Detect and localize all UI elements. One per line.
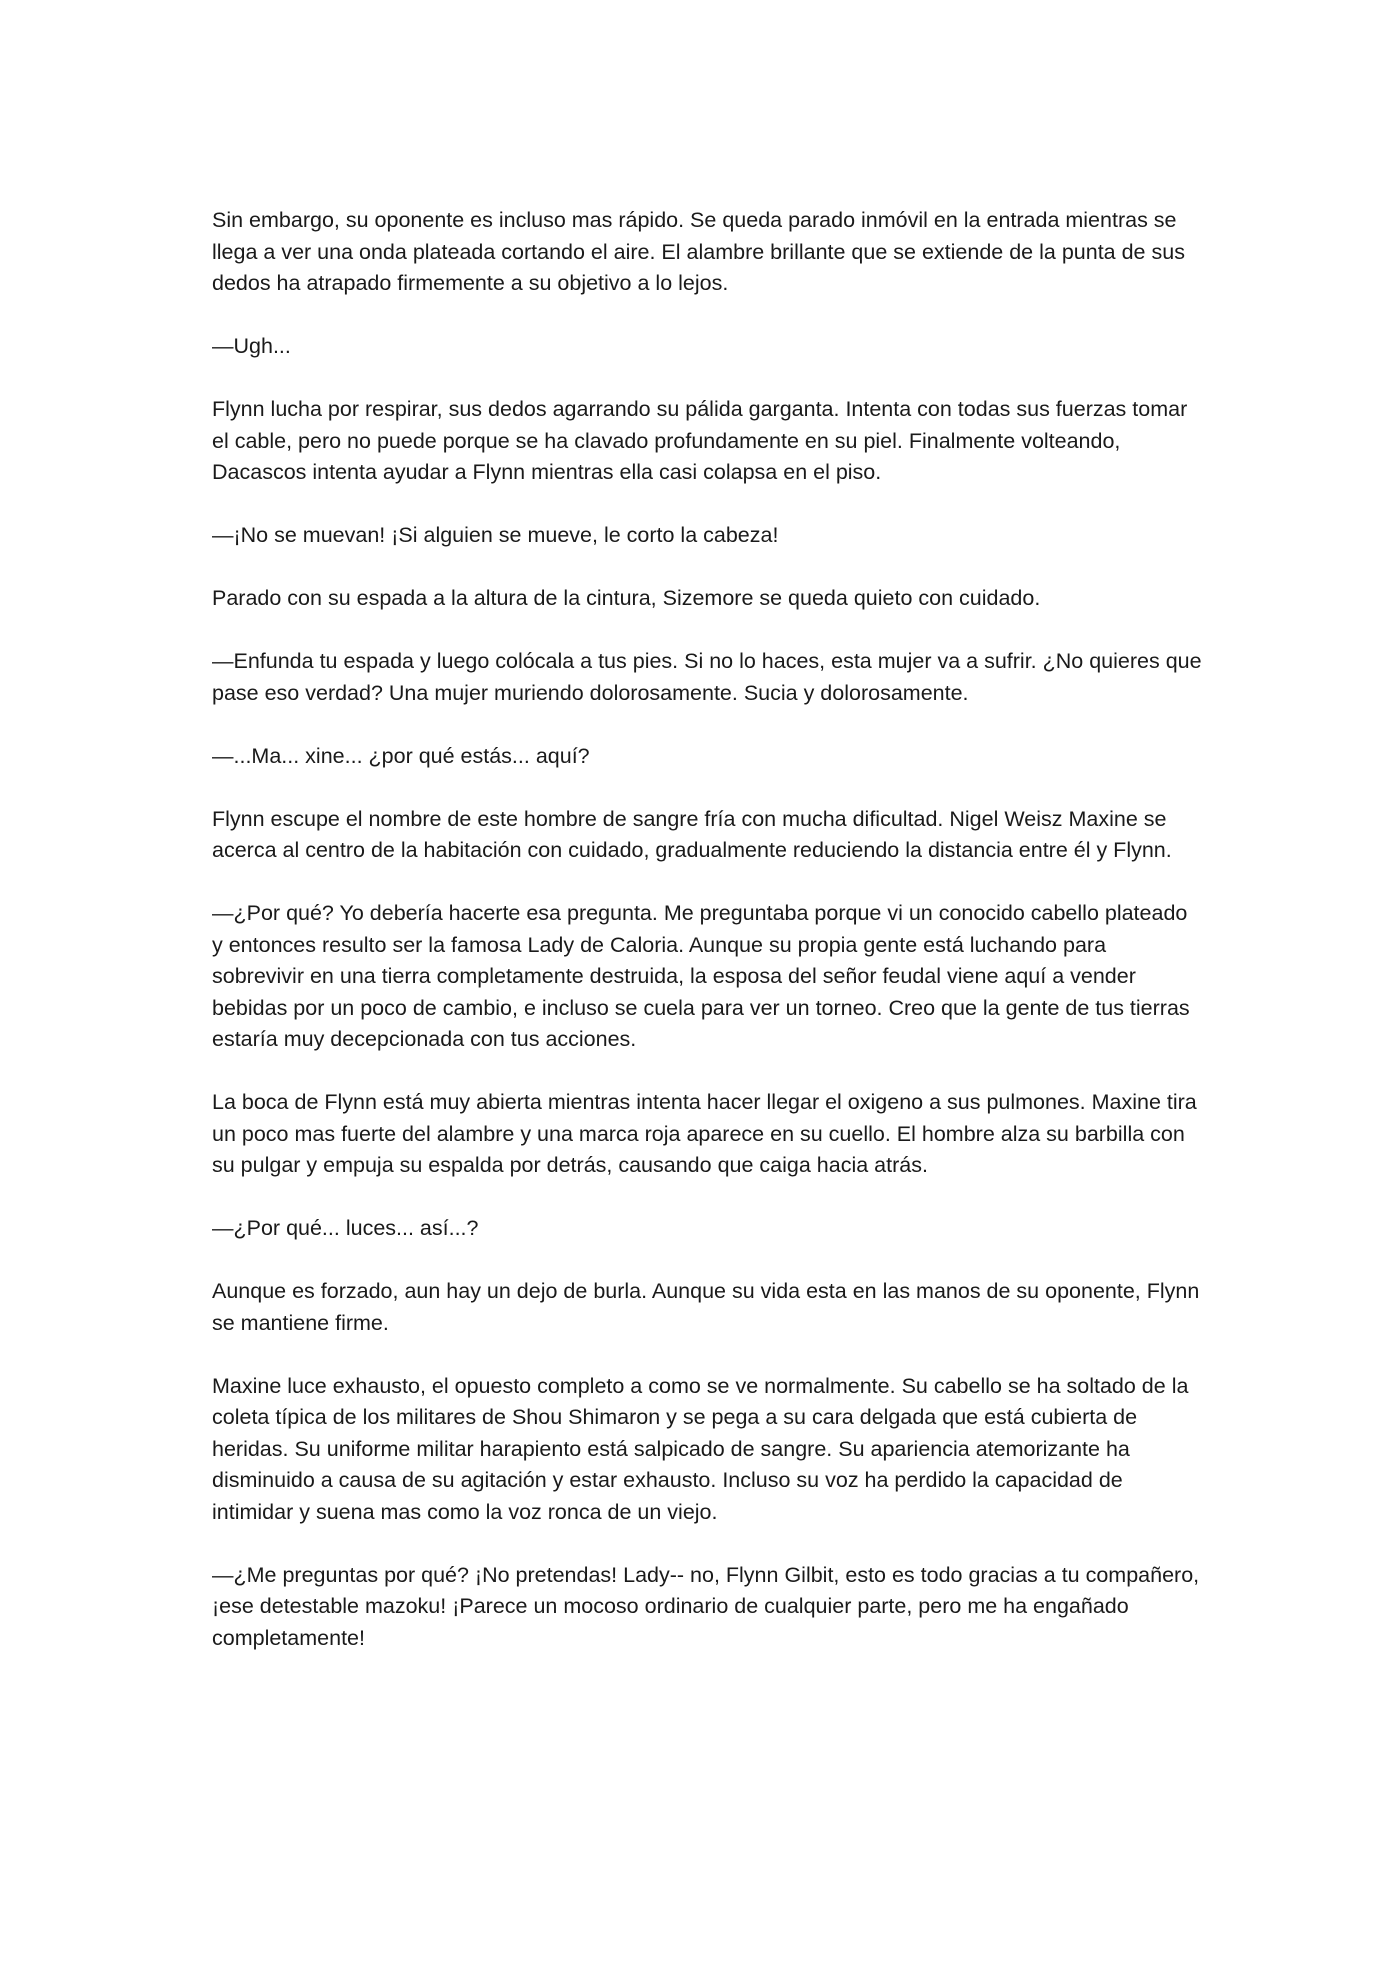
paragraph: —¿Por qué? Yo debería hacerte esa pregunta. Me preguntaba porque vi un conocido cabello plateado y entonces resulto ser la famosa Lady de Caloria. Aunque su propia gente está luchando para sobrevivir en una tierra completamente destruida, la esposa del señor feudal viene aquí a vender bebidas por un poco de cambio, e incluso se cuela para ver un torneo. Creo que la gente de tus tierras estaría muy decepcionada con tus acciones. xyxy=(212,901,1190,1051)
paragraph: —Ugh... xyxy=(212,334,291,358)
paragraph: Parado con su espada a la altura de la cintura, Sizemore se queda quieto con cuidado. xyxy=(212,586,1041,610)
paragraph: —...Ma... xine... ¿por qué estás... aquí? xyxy=(212,743,590,768)
paragraph: Sin embargo, su oponente es incluso mas rápido. Se queda parado inmóvil en la entrada mientras se llega a ver una onda plateada cortando el aire. El alambre brillante que se extiende de la punta de sus dedos ha atrapado firmemente a su objetivo a lo lejos. xyxy=(212,208,1185,295)
paragraph: La boca de Flynn está muy abierta mientras intenta hacer llegar el oxigeno a sus pulmones. Maxine tira un poco mas fuerte del alambre y una marca roja aparece en su cuello. El hombre alza su barbilla con su pulgar y empuja su espalda por detrás, causando que caiga hacia atrás. xyxy=(212,1090,1197,1177)
document-page xyxy=(212,205,1202,1654)
paragraph: Maxine luce exhausto, el opuesto completo a como se ve normalmente. Su cabello se ha soltado de la coleta típica de los militares de Shou Shimaron y se pega a su cara delgada que está cubierta de heridas. Su uniforme militar harapiento está salpicado de sangre. Su apariencia atemorizante ha disminuido a causa de su agitación y estar exhausto. Incluso su voz ha perdido la capacidad de intimidar y suena mas como la voz ronca de un viejo. xyxy=(212,1373,1189,1524)
paragraph: Aunque es forzado, aun hay un dejo de burla. Aunque su vida esta en las manos de su oponente, Flynn se mantiene firme. xyxy=(212,1279,1200,1335)
paragraph: —¡No se muevan! ¡Si alguien se mueve, le corto la cabeza! xyxy=(212,523,779,547)
paragraph: Flynn escupe el nombre de este hombre de sangre fría con mucha dificultad. Nigel Weisz Maxine se acerca al centro de la habitación con cuidado, gradualmente reduciendo la distancia entre él y Flynn. xyxy=(212,806,1172,862)
paragraph: —¿Me preguntas por qué? ¡No pretendas! Lady-- no, Flynn Gilbit, esto es todo gracias a tu compañero, ¡ese detestable mazoku! ¡Parece un mocoso ordinario de cualquier parte, pero me ha engañado completamente! xyxy=(212,1562,1200,1650)
paragraph: Flynn lucha por respirar, sus dedos agarrando su pálida garganta. Intenta con todas sus fuerzas tomar el cable, pero no puede porque se ha clavado profundamente en su piel. Finalmente volteando, Dacascos intenta ayudar a Flynn mientras ella casi colapsa en el piso. xyxy=(212,397,1188,484)
paragraph: —¿Por qué... luces... así...? xyxy=(212,1216,479,1240)
paragraph: —Enfunda tu espada y luego colócala a tus pies. Si no lo haces, esta mujer va a sufrir. ¿No quieres que pase eso verdad? Una mujer muriendo dolorosamente. Sucia y dolorosamente. xyxy=(212,649,1202,705)
